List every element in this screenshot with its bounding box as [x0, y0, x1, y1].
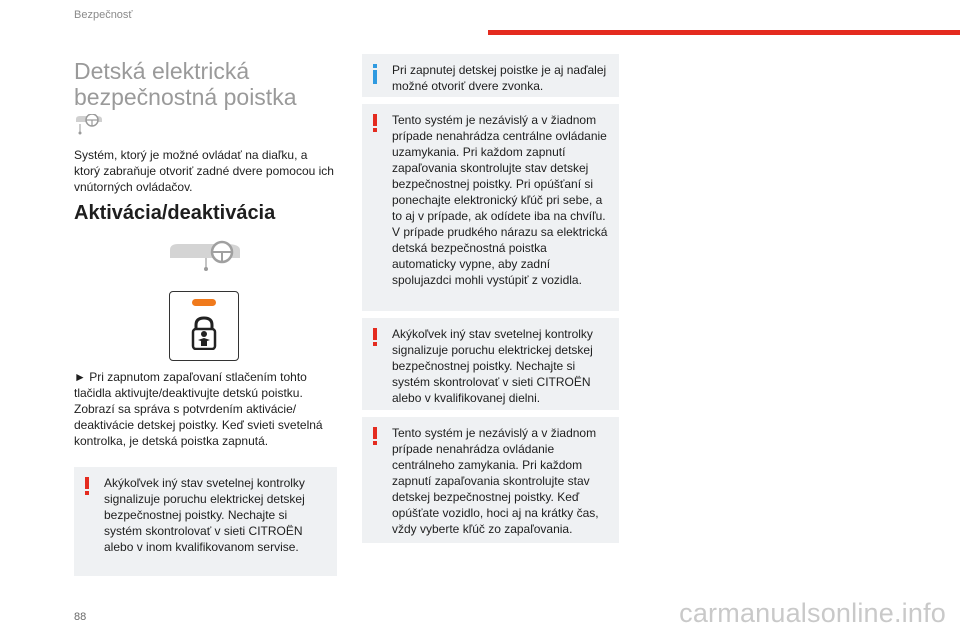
warning-exclamation-icon: [372, 114, 378, 132]
warning-exclamation-icon: [372, 328, 378, 346]
warning-exclamation-icon: [84, 477, 90, 495]
dashboard-illustration: [168, 238, 244, 274]
warning-text: Akýkoľvek iný stav svetelnej kontrolky signalizuje poruchu elektrickej detskej bezpečnostnej poistky. Nechajte si systém skontrolovať v sieti CITROËN alebo v kvalifikovanej dielni.: [392, 327, 593, 405]
warning-text: Tento systém je nezávislý a v žiadnom prípade nenahrádza centrálne ovládanie uzamykania. Pri každom zapnutí zapaľovania skontrolujte stav detskej bezpečnostnej poistky. Pri opúšťaní si ponechajte elektronický kľúč pri sebe, a to aj v prípade, ak odídete iba na chvíľu. V prípade prudkého nárazu sa elektrická detská bezpečnostná poistka automaticky vypne, aby zadní spolujazdci mohli vystúpiť z vozidla.: [392, 113, 608, 287]
watermark: carmanualsonline.info: [679, 598, 946, 628]
step-text: ► Pri zapnutom zapaľovaní stlačením tohto tlačidla aktivujte/deaktivujte detskú poistku. Zobrazí sa správa s potvrdením aktivácie/ deaktivácie detskej poistky. Keď svieti svetelná kontrolka, je detská poistka zapnutá.: [74, 370, 323, 448]
header-red-bar: [488, 30, 960, 35]
section-label: Bezpečnosť: [74, 9, 133, 21]
intro-text: Systém, ktorý je možné ovládať na diaľku, a ktorý zabraňuje otvoriť zadné dvere pomocou ich vnútorných ovládačov.: [74, 148, 334, 194]
warning-exclamation-icon: [372, 427, 378, 445]
warning-text: Tento systém je nezávislý a v žiadnom prípade nenahrádza ovládanie centrálneho zamykania. Pri každom zapnutí zapaľovania skontrolujte stav detskej bezpečnostnej poistky. Keď opúšťate vozidlo, hoci aj na krátky čas, vždy vyberte kľúč zo zapaľovania.: [392, 426, 599, 536]
page-number: 88: [74, 611, 87, 623]
info-text: Pri zapnutej detskej poistke je aj naďalej možné otvoriť dvere zvonka.: [392, 63, 607, 93]
indicator-led: [192, 299, 216, 306]
child-lock-icon: [190, 316, 218, 350]
warning-box-4: [362, 417, 619, 543]
child-lock-button: [169, 291, 239, 361]
section-subheading: Aktivácia/deaktivácia: [74, 202, 276, 224]
info-icon: [372, 64, 378, 84]
warning-box-2: [362, 104, 619, 311]
warning-box-3: [362, 318, 619, 410]
warning-box-left: [74, 467, 337, 576]
steering-wheel-icon: [74, 114, 104, 136]
warning-text: Akýkoľvek iný stav svetelnej kontrolky signalizuje poruchu elektrickej detskej bezpečnostnej poistky. Nechajte si systém skontrolovať v sieti CITROËN alebo v inom kvalifikovanom servise.: [104, 476, 305, 554]
page-title: Detská elektrická bezpečnostná poistka: [74, 58, 297, 110]
info-box: [362, 54, 619, 97]
